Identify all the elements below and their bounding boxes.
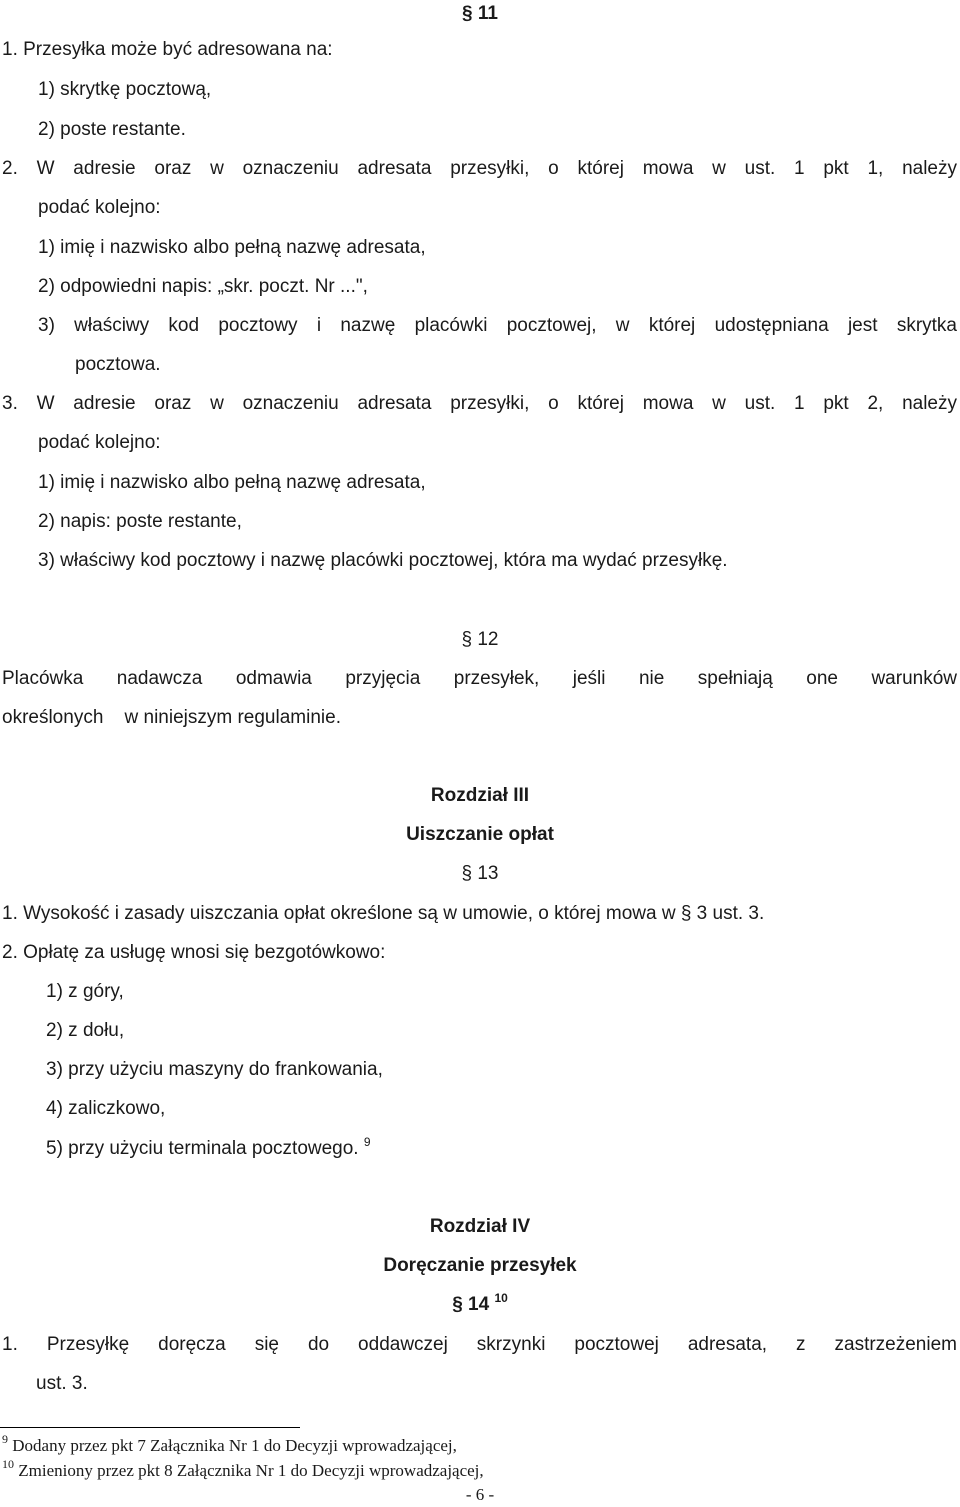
section-14-heading-text: § 14 [452,1294,490,1315]
list-item: 2) poste restante. [38,119,186,140]
paragraph: 1. Przesyłkę doręcza się do oddawczej skrzynki pocztowej adresata, z zastrzeżeniem [2,1334,957,1355]
section-12-heading: § 12 [461,629,499,650]
list-item-text: 5) przy użyciu terminala pocztowego. [46,1138,359,1159]
list-item-continuation: pocztowa. [75,354,161,375]
chapter-3-title: Rozdział III [430,785,530,806]
paragraph-continuation: podać kolejno: [38,197,161,218]
list-item: 3) właściwy kod pocztowy i nazwę placówki pocztowej, która ma wydać przesyłkę. [38,550,728,571]
paragraph: 1. Wysokość i zasady uiszczania opłat określone są w umowie, o której mowa w § 3 ust. 3. [2,903,765,924]
footnote-text: Zmieniony przez pkt 8 Załącznika Nr 1 do Decyzji wprowadzającej, [18,1461,484,1480]
footnote-ref: 9 [363,1135,371,1149]
chapter-4-subtitle: Doręczanie przesyłek [383,1255,577,1276]
paragraph-continuation: określonych w niniejszym regulaminie. [2,707,341,728]
paragraph: 2. Opłatę za usługę wnosi się bezgotówkowo: [2,942,386,963]
footnote-mark: 9 [2,1432,8,1446]
list-item: 3) przy użyciu maszyny do frankowania, [46,1059,383,1080]
list-item: 2) z dołu, [46,1020,125,1041]
list-item: 1) skrytkę pocztową, [38,79,212,100]
paragraph-continuation: podać kolejno: [38,432,161,453]
section-14-heading [0,1293,960,1317]
paragraph: 3. W adresie oraz w oznaczeniu adresata przesyłki, o której mowa w ust. 1 pkt 2, należy [2,393,957,414]
chapter-4-title: Rozdział IV [429,1216,531,1237]
paragraph: 1. Przesyłka może być adresowana na: [2,39,333,60]
list-item: 2) odpowiedni napis: „skr. poczt. Nr ...", [38,276,368,297]
footnote-text: Dodany przez pkt 7 Załącznika Nr 1 do Decyzji wprowadzającej, [12,1436,457,1455]
footnote-separator [0,1427,300,1428]
list-item: 3) właściwy kod pocztowy i nazwę placówki pocztowej, w której udostępniana jest skrytka [38,315,957,336]
list-item [46,1137,960,1161]
paragraph: Placówka nadawcza odmawia przyjęcia przesyłek, jeśli nie spełniają one warunków [2,668,957,689]
section-13-heading: § 13 [461,863,499,884]
list-item: 1) imię i nazwisko albo pełną nazwę adresata, [38,472,426,493]
section-11-heading: § 11 [462,3,498,24]
paragraph: 2. W adresie oraz w oznaczeniu adresata przesyłki, o której mowa w ust. 1 pkt 1, należy [2,158,957,179]
footnote-ref: 10 [494,1291,508,1305]
footnote [2,1457,960,1481]
page-number: - 6 - [465,1485,495,1504]
footnote-mark: 10 [2,1457,14,1471]
paragraph-continuation: ust. 3. [36,1373,88,1394]
chapter-3-subtitle: Uiszczanie opłat [406,824,554,845]
list-item: 2) napis: poste restante, [38,511,242,532]
footnote [2,1432,960,1456]
list-item: 1) z góry, [46,981,124,1002]
list-item: 1) imię i nazwisko albo pełną nazwę adresata, [38,237,426,258]
list-item: 4) zaliczkowo, [46,1098,166,1119]
